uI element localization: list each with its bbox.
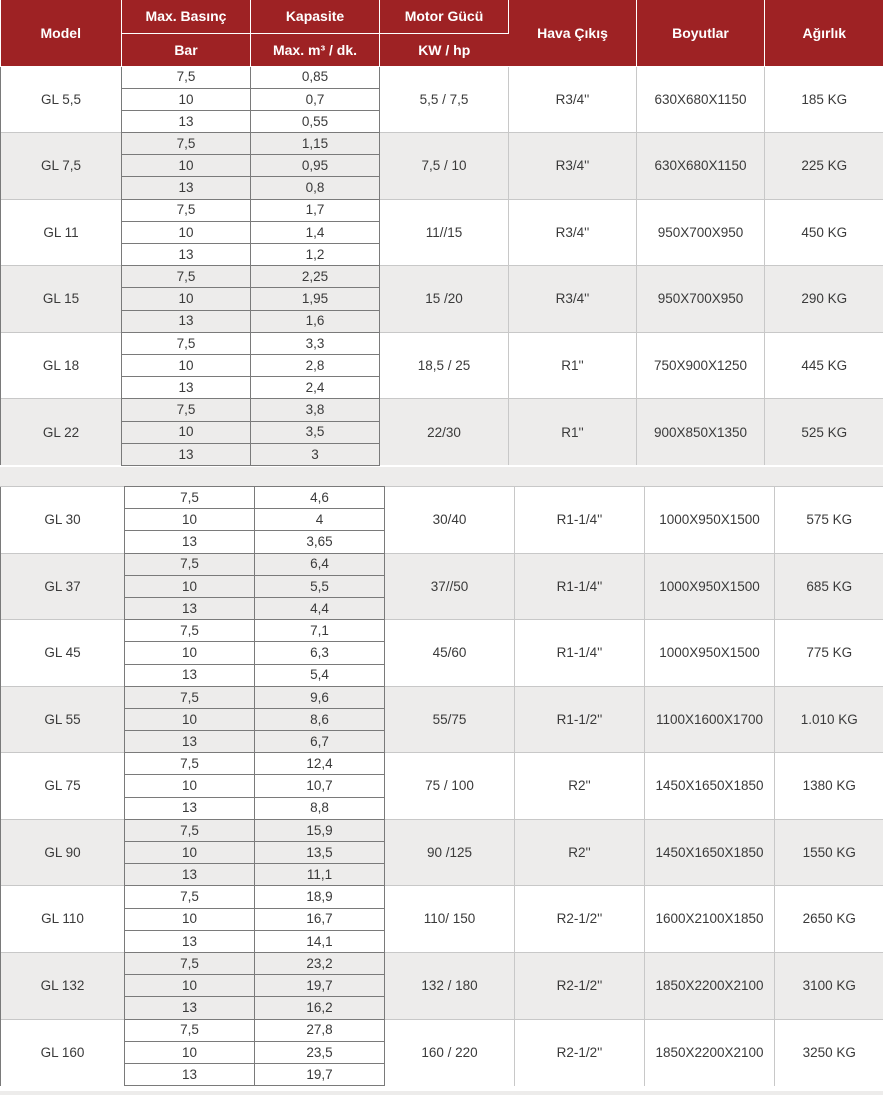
dimensions-cell: 1600X2100X1850: [645, 886, 775, 953]
dimensions-cell: 630X680X1150: [637, 66, 765, 133]
pressure-cell: 7,5: [125, 553, 255, 575]
pressure-cell: 7,5: [125, 886, 255, 908]
spec-table-part1: [0, 0, 883, 466]
capacity-cell: 16,7: [255, 908, 385, 930]
model-name: GL 22: [1, 399, 122, 466]
model-group: [1, 66, 883, 133]
weight-cell: 185 KG: [765, 66, 883, 133]
motor-cell: 15 /20: [380, 266, 509, 333]
dimensions-cell: 1850X2200X2100: [645, 1019, 775, 1086]
table-row: [1, 332, 883, 354]
motor-cell: 30/40: [385, 487, 515, 554]
capacity-cell: 1,2: [251, 244, 380, 266]
table-row: [1, 952, 883, 974]
capacity-cell: 5,5: [255, 575, 385, 597]
pressure-cell: 10: [125, 1041, 255, 1063]
outlet-cell: R2'': [515, 819, 645, 886]
pressure-cell: 13: [125, 664, 255, 686]
motor-cell: 110/ 150: [385, 886, 515, 953]
bottom-strip: [0, 1091, 883, 1095]
motor-cell: 132 / 180: [385, 952, 515, 1019]
outlet-cell: R2-1/2'': [515, 952, 645, 1019]
weight-cell: 775 KG: [775, 620, 883, 687]
model-name: GL 75: [1, 753, 125, 820]
dimensions-cell: 1000X950X1500: [645, 487, 775, 554]
pressure-cell: 10: [122, 354, 251, 376]
header-motor-unit: KW / hp: [380, 33, 509, 66]
table-row: [1, 199, 883, 221]
capacity-cell: 18,9: [255, 886, 385, 908]
weight-cell: 1550 KG: [775, 819, 883, 886]
dimensions-cell: 1000X950X1500: [645, 553, 775, 620]
header-weight: Ağırlık: [765, 0, 883, 66]
capacity-cell: 6,7: [255, 731, 385, 753]
weight-cell: 3100 KG: [775, 952, 883, 1019]
pressure-cell: 13: [125, 930, 255, 952]
pressure-cell: 10: [122, 288, 251, 310]
capacity-cell: 1,7: [251, 199, 380, 221]
motor-cell: 75 / 100: [385, 753, 515, 820]
capacity-cell: 14,1: [255, 930, 385, 952]
motor-cell: 5,5 / 7,5: [380, 66, 509, 133]
model-name: GL 7,5: [1, 133, 122, 200]
dimensions-cell: 900X850X1350: [637, 399, 765, 466]
outlet-cell: R1'': [509, 399, 637, 466]
pressure-cell: 7,5: [122, 266, 251, 288]
capacity-cell: 23,2: [255, 952, 385, 974]
pressure-cell: 7,5: [125, 819, 255, 841]
pressure-cell: 10: [122, 155, 251, 177]
model-name: GL 45: [1, 620, 125, 687]
outlet-cell: R1-1/2'': [515, 686, 645, 753]
header-air-outlet: Hava Çıkış: [509, 0, 637, 66]
outlet-cell: R1-1/4'': [515, 553, 645, 620]
capacity-cell: 0,8: [251, 177, 380, 199]
table-row: [1, 266, 883, 288]
header-motor: Motor Gücü: [380, 0, 509, 33]
capacity-cell: 3,5: [251, 421, 380, 443]
model-group: [1, 886, 883, 953]
pressure-cell: 10: [125, 842, 255, 864]
pressure-cell: 10: [122, 88, 251, 110]
header-model: Model: [1, 0, 122, 66]
outlet-cell: R3/4'': [509, 133, 637, 200]
pressure-cell: 10: [125, 775, 255, 797]
model-name: GL 160: [1, 1019, 125, 1086]
outlet-cell: R3/4'': [509, 266, 637, 333]
outlet-cell: R1-1/4'': [515, 620, 645, 687]
outlet-cell: R1-1/4'': [515, 487, 645, 554]
table-header: [1, 0, 883, 66]
capacity-cell: 2,4: [251, 377, 380, 399]
pressure-cell: 13: [125, 797, 255, 819]
model-group: [1, 332, 883, 399]
table-row: [1, 1019, 883, 1041]
model-name: GL 55: [1, 686, 125, 753]
dimensions-cell: 1850X2200X2100: [645, 952, 775, 1019]
pressure-cell: 13: [125, 1063, 255, 1085]
table-row: [1, 686, 883, 708]
model-name: GL 18: [1, 332, 122, 399]
capacity-cell: 4,4: [255, 597, 385, 619]
pressure-cell: 13: [125, 597, 255, 619]
header-capacity-unit: Max. m³ / dk.: [251, 33, 380, 66]
model-group: [1, 553, 883, 620]
table-row: [1, 487, 883, 509]
pressure-cell: 13: [122, 377, 251, 399]
capacity-cell: 1,95: [251, 288, 380, 310]
table-row: [1, 553, 883, 575]
outlet-cell: R2-1/2'': [515, 886, 645, 953]
capacity-cell: 23,5: [255, 1041, 385, 1063]
capacity-cell: 4,6: [255, 487, 385, 509]
capacity-cell: 13,5: [255, 842, 385, 864]
table-row: [1, 399, 883, 421]
capacity-cell: 1,15: [251, 133, 380, 155]
motor-cell: 37//50: [385, 553, 515, 620]
table-row: [1, 133, 883, 155]
dimensions-cell: 950X700X950: [637, 266, 765, 333]
capacity-cell: 19,7: [255, 1063, 385, 1085]
pressure-cell: 10: [122, 421, 251, 443]
model-group: [1, 819, 883, 886]
capacity-cell: 16,2: [255, 997, 385, 1019]
motor-cell: 160 / 220: [385, 1019, 515, 1086]
weight-cell: 525 KG: [765, 399, 883, 466]
header-capacity: Kapasite: [251, 0, 380, 33]
pressure-cell: 7,5: [122, 66, 251, 88]
capacity-cell: 2,8: [251, 354, 380, 376]
capacity-cell: 12,4: [255, 753, 385, 775]
pressure-cell: 7,5: [125, 952, 255, 974]
capacity-cell: 2,25: [251, 266, 380, 288]
capacity-cell: 0,95: [251, 155, 380, 177]
table-row: [1, 620, 883, 642]
motor-cell: 22/30: [380, 399, 509, 466]
pressure-cell: 13: [122, 310, 251, 332]
pressure-cell: 7,5: [125, 487, 255, 509]
capacity-cell: 19,7: [255, 975, 385, 997]
dimensions-cell: 750X900X1250: [637, 332, 765, 399]
dimensions-cell: 1450X1650X1850: [645, 819, 775, 886]
motor-cell: 45/60: [385, 620, 515, 687]
model-group: [1, 266, 883, 333]
pressure-cell: 7,5: [122, 399, 251, 421]
pressure-cell: 10: [125, 642, 255, 664]
weight-cell: 2650 KG: [775, 886, 883, 953]
model-name: GL 15: [1, 266, 122, 333]
table-row: [1, 66, 883, 88]
weight-cell: 685 KG: [775, 553, 883, 620]
pressure-cell: 13: [122, 110, 251, 132]
table-separator: [0, 467, 883, 486]
model-name: GL 11: [1, 199, 122, 266]
motor-cell: 90 /125: [385, 819, 515, 886]
model-group: [1, 1019, 883, 1086]
pressure-cell: 10: [125, 575, 255, 597]
capacity-cell: 7,1: [255, 620, 385, 642]
model-group: [1, 199, 883, 266]
capacity-cell: 4: [255, 509, 385, 531]
capacity-cell: 11,1: [255, 864, 385, 886]
header-pressure-unit: Bar: [122, 33, 251, 66]
pressure-cell: 13: [125, 864, 255, 886]
model-name: GL 5,5: [1, 66, 122, 133]
weight-cell: 3250 KG: [775, 1019, 883, 1086]
weight-cell: 225 KG: [765, 133, 883, 200]
capacity-cell: 3: [251, 443, 380, 465]
model-name: GL 30: [1, 487, 125, 554]
dimensions-cell: 1450X1650X1850: [645, 753, 775, 820]
capacity-cell: 0,7: [251, 88, 380, 110]
pressure-cell: 10: [125, 509, 255, 531]
outlet-cell: R1'': [509, 332, 637, 399]
capacity-cell: 1,4: [251, 221, 380, 243]
pressure-cell: 7,5: [122, 133, 251, 155]
capacity-cell: 5,4: [255, 664, 385, 686]
capacity-cell: 8,8: [255, 797, 385, 819]
model-name: GL 110: [1, 886, 125, 953]
weight-cell: 450 KG: [765, 199, 883, 266]
outlet-cell: R2-1/2'': [515, 1019, 645, 1086]
model-group: [1, 686, 883, 753]
pressure-cell: 7,5: [125, 620, 255, 642]
capacity-cell: 6,3: [255, 642, 385, 664]
dimensions-cell: 950X700X950: [637, 199, 765, 266]
table-row: [1, 753, 883, 775]
header-pressure: Max. Basınç: [122, 0, 251, 33]
dimensions-cell: 1100X1600X1700: [645, 686, 775, 753]
outlet-cell: R3/4'': [509, 199, 637, 266]
pressure-cell: 7,5: [125, 1019, 255, 1041]
capacity-cell: 3,65: [255, 531, 385, 553]
dimensions-cell: 630X680X1150: [637, 133, 765, 200]
capacity-cell: 10,7: [255, 775, 385, 797]
outlet-cell: R2'': [515, 753, 645, 820]
capacity-cell: 3,8: [251, 399, 380, 421]
pressure-cell: 7,5: [125, 753, 255, 775]
model-group: [1, 952, 883, 1019]
pressure-cell: 10: [125, 975, 255, 997]
table-row: [1, 886, 883, 908]
pressure-cell: 10: [122, 221, 251, 243]
weight-cell: 575 KG: [775, 487, 883, 554]
dimensions-cell: 1000X950X1500: [645, 620, 775, 687]
motor-cell: 55/75: [385, 686, 515, 753]
model-group: [1, 399, 883, 466]
pressure-cell: 7,5: [122, 332, 251, 354]
pressure-cell: 13: [122, 177, 251, 199]
weight-cell: 1380 KG: [775, 753, 883, 820]
capacity-cell: 27,8: [255, 1019, 385, 1041]
model-group: [1, 487, 883, 554]
model-name: GL 132: [1, 952, 125, 1019]
capacity-cell: 9,6: [255, 686, 385, 708]
weight-cell: 445 KG: [765, 332, 883, 399]
capacity-cell: 0,55: [251, 110, 380, 132]
pressure-cell: 7,5: [125, 686, 255, 708]
weight-cell: 1.010 KG: [775, 686, 883, 753]
table-row: [1, 819, 883, 841]
capacity-cell: 6,4: [255, 553, 385, 575]
outlet-cell: R3/4'': [509, 66, 637, 133]
model-group: [1, 753, 883, 820]
pressure-cell: 13: [125, 531, 255, 553]
pressure-cell: 7,5: [122, 199, 251, 221]
motor-cell: 11//15: [380, 199, 509, 266]
motor-cell: 18,5 / 25: [380, 332, 509, 399]
model-group: [1, 133, 883, 200]
capacity-cell: 8,6: [255, 708, 385, 730]
spec-table-part2: [0, 486, 883, 1086]
model-name: GL 37: [1, 553, 125, 620]
model-name: GL 90: [1, 819, 125, 886]
pressure-cell: 13: [122, 244, 251, 266]
capacity-cell: 15,9: [255, 819, 385, 841]
motor-cell: 7,5 / 10: [380, 133, 509, 200]
pressure-cell: 13: [125, 731, 255, 753]
pressure-cell: 10: [125, 908, 255, 930]
weight-cell: 290 KG: [765, 266, 883, 333]
pressure-cell: 13: [122, 443, 251, 465]
capacity-cell: 3,3: [251, 332, 380, 354]
capacity-cell: 1,6: [251, 310, 380, 332]
header-dimensions: Boyutlar: [637, 0, 765, 66]
model-group: [1, 620, 883, 687]
capacity-cell: 0,85: [251, 66, 380, 88]
pressure-cell: 10: [125, 708, 255, 730]
pressure-cell: 13: [125, 997, 255, 1019]
